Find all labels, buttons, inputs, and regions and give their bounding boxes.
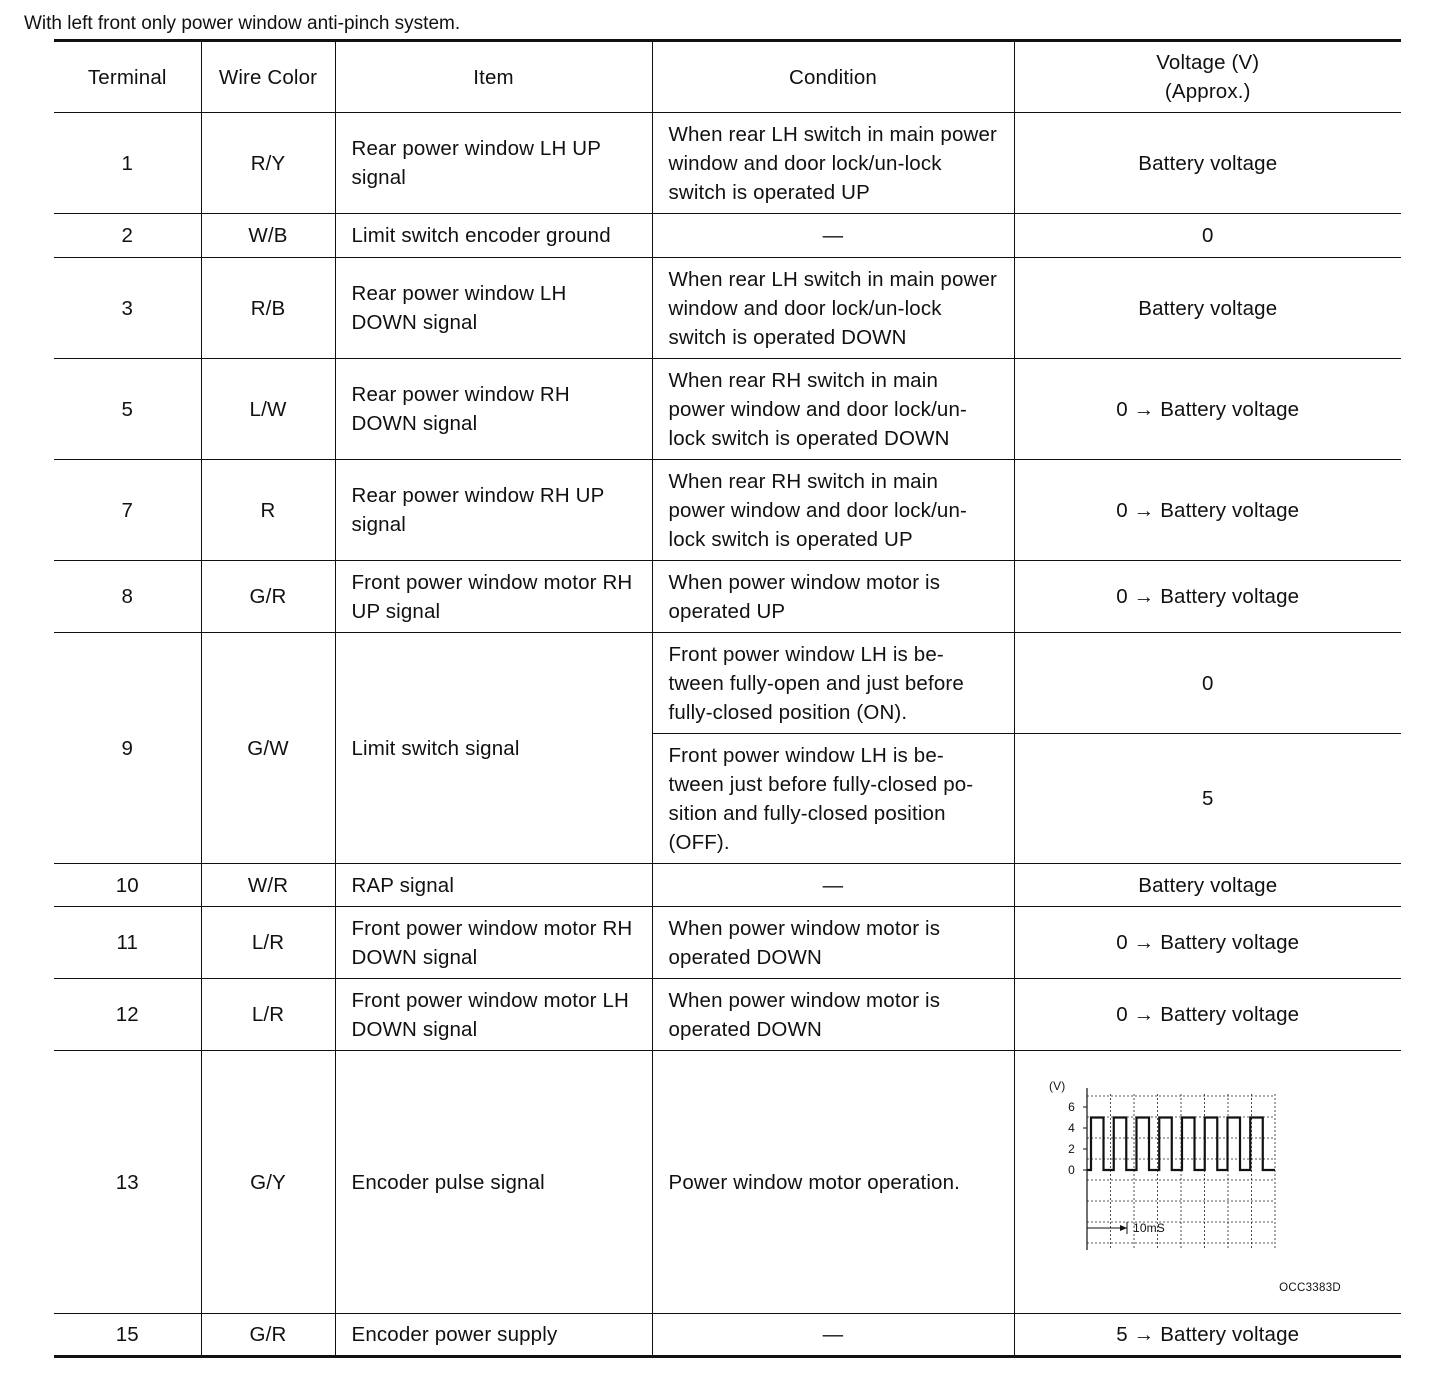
item-cell: Front power window motor LH DOWN signal [335, 979, 652, 1051]
voltage-cell: Battery voltage [1014, 258, 1401, 359]
item-cell: Front power window motor RH UP signal [335, 561, 652, 633]
wire-color-cell: W/B [201, 214, 335, 258]
item-cell: RAP signal [335, 864, 652, 907]
voltage-cell: 0 → Battery voltage [1014, 460, 1401, 561]
terminal-cell: 1 [54, 113, 201, 214]
table-row [54, 1051, 1401, 1314]
condition-cell: When rear LH switch in main power window and door lock/un-lock switch is operated DOWN [652, 258, 1014, 359]
item-cell: Rear power window LH DOWN signal [335, 258, 652, 359]
header-wire-color: Wire Color [201, 41, 335, 113]
voltage-cell: 5 → Battery voltage [1014, 1314, 1401, 1357]
terminal-cell: 5 [54, 359, 201, 460]
terminal-cell: 10 [54, 864, 201, 907]
table-row [54, 214, 1401, 258]
table-row [54, 359, 1401, 460]
table-row [54, 864, 1401, 907]
wire-color-cell: G/Y [201, 1051, 335, 1314]
header-voltage-line1: Voltage (V) [1156, 51, 1260, 74]
table-row [54, 460, 1401, 561]
wire-color-cell: W/R [201, 864, 335, 907]
table-row [54, 561, 1401, 633]
terminal-cell: 12 [54, 979, 201, 1051]
header-voltage [1014, 41, 1401, 113]
time-marker-arrow [1120, 1225, 1127, 1231]
terminal-cell: 11 [54, 907, 201, 979]
table-row [54, 633, 1401, 734]
wire-color-cell: R/Y [201, 113, 335, 214]
table-row [54, 907, 1401, 979]
condition-cell: — [652, 214, 1014, 258]
header-terminal: Terminal [54, 41, 201, 113]
item-cell: Limit switch encoder ground [335, 214, 652, 258]
table-row [54, 258, 1401, 359]
voltage-cell: 0 → Battery voltage [1014, 979, 1401, 1051]
y-unit-label: (V) [1048, 1078, 1065, 1093]
condition-cell: When rear RH switch in main power window and door lock/un-lock switch is operated UP [652, 460, 1014, 561]
condition-cell: When power window motor is operated DOWN [652, 907, 1014, 979]
voltage-cell: Battery voltage [1014, 864, 1401, 907]
figure-code: OCC3383D [1279, 1281, 1341, 1294]
waveform-graph [1045, 1078, 1295, 1268]
terminal-cell: 3 [54, 258, 201, 359]
wire-color-cell: G/W [201, 633, 335, 864]
item-cell: Rear power window LH UP signal [335, 113, 652, 214]
condition-cell: Front power window LH is be-tween fully-open and just before fully-closed position (ON). [652, 633, 1014, 734]
item-cell: Front power window motor RH DOWN signal [335, 907, 652, 979]
encoder-pulse-waveform [1015, 1054, 1402, 1311]
condition-cell: — [652, 1314, 1014, 1357]
y-tick-label: 0 [1067, 1162, 1075, 1177]
y-tick-label: 2 [1067, 1141, 1075, 1156]
condition-cell: When power window motor is operated UP [652, 561, 1014, 633]
header-item: Item [335, 41, 652, 113]
terminal-table [54, 39, 1401, 1358]
condition-cell: When rear RH switch in main power window and door lock/un-lock switch is operated DOWN [652, 359, 1014, 460]
voltage-cell: 5 [1014, 734, 1401, 864]
condition-cell: When rear LH switch in main power window and door lock/un-lock switch is operated UP [652, 113, 1014, 214]
wire-color-cell: L/R [201, 979, 335, 1051]
table-row [54, 1314, 1401, 1357]
condition-cell: When power window motor is operated DOWN [652, 979, 1014, 1051]
condition-cell: Power window motor operation. [652, 1051, 1014, 1314]
voltage-cell: 0 → Battery voltage [1014, 561, 1401, 633]
page-title: With left front only power window anti-pinch system. [24, 13, 461, 34]
voltage-cell: 0 [1014, 633, 1401, 734]
pulse-trace [1087, 1117, 1275, 1170]
wire-color-cell: G/R [201, 1314, 335, 1357]
voltage-cell: 0 → Battery voltage [1014, 907, 1401, 979]
voltage-cell: Battery voltage [1014, 113, 1401, 214]
condition-cell: — [652, 864, 1014, 907]
item-cell: Rear power window RH DOWN signal [335, 359, 652, 460]
terminal-cell: 7 [54, 460, 201, 561]
wire-color-cell: L/R [201, 907, 335, 979]
wire-color-cell: L/W [201, 359, 335, 460]
header-condition: Condition [652, 41, 1014, 113]
table-row [54, 979, 1401, 1051]
voltage-cell: 0 [1014, 214, 1401, 258]
header-voltage-line2: (Approx.) [1164, 80, 1251, 103]
voltage-cell [1014, 1051, 1401, 1314]
y-tick-label: 6 [1067, 1099, 1075, 1114]
time-marker-label: 10mS [1132, 1220, 1165, 1235]
item-cell: Encoder power supply [335, 1314, 652, 1357]
wire-color-cell: G/R [201, 561, 335, 633]
terminal-cell: 15 [54, 1314, 201, 1357]
terminal-cell: 13 [54, 1051, 201, 1314]
terminal-cell: 2 [54, 214, 201, 258]
item-cell: Encoder pulse signal [335, 1051, 652, 1314]
header-row [54, 41, 1401, 113]
wire-color-cell: R [201, 460, 335, 561]
voltage-cell: 0 → Battery voltage [1014, 359, 1401, 460]
terminal-cell: 9 [54, 633, 201, 864]
item-cell: Rear power window RH UP signal [335, 460, 652, 561]
table-row [54, 113, 1401, 214]
wire-color-cell: R/B [201, 258, 335, 359]
terminal-cell: 8 [54, 561, 201, 633]
y-tick-label: 4 [1067, 1120, 1075, 1135]
condition-cell: Front power window LH is be-tween just before fully-closed po-sition and fully-closed position (OFF). [652, 734, 1014, 864]
item-cell: Limit switch signal [335, 633, 652, 864]
